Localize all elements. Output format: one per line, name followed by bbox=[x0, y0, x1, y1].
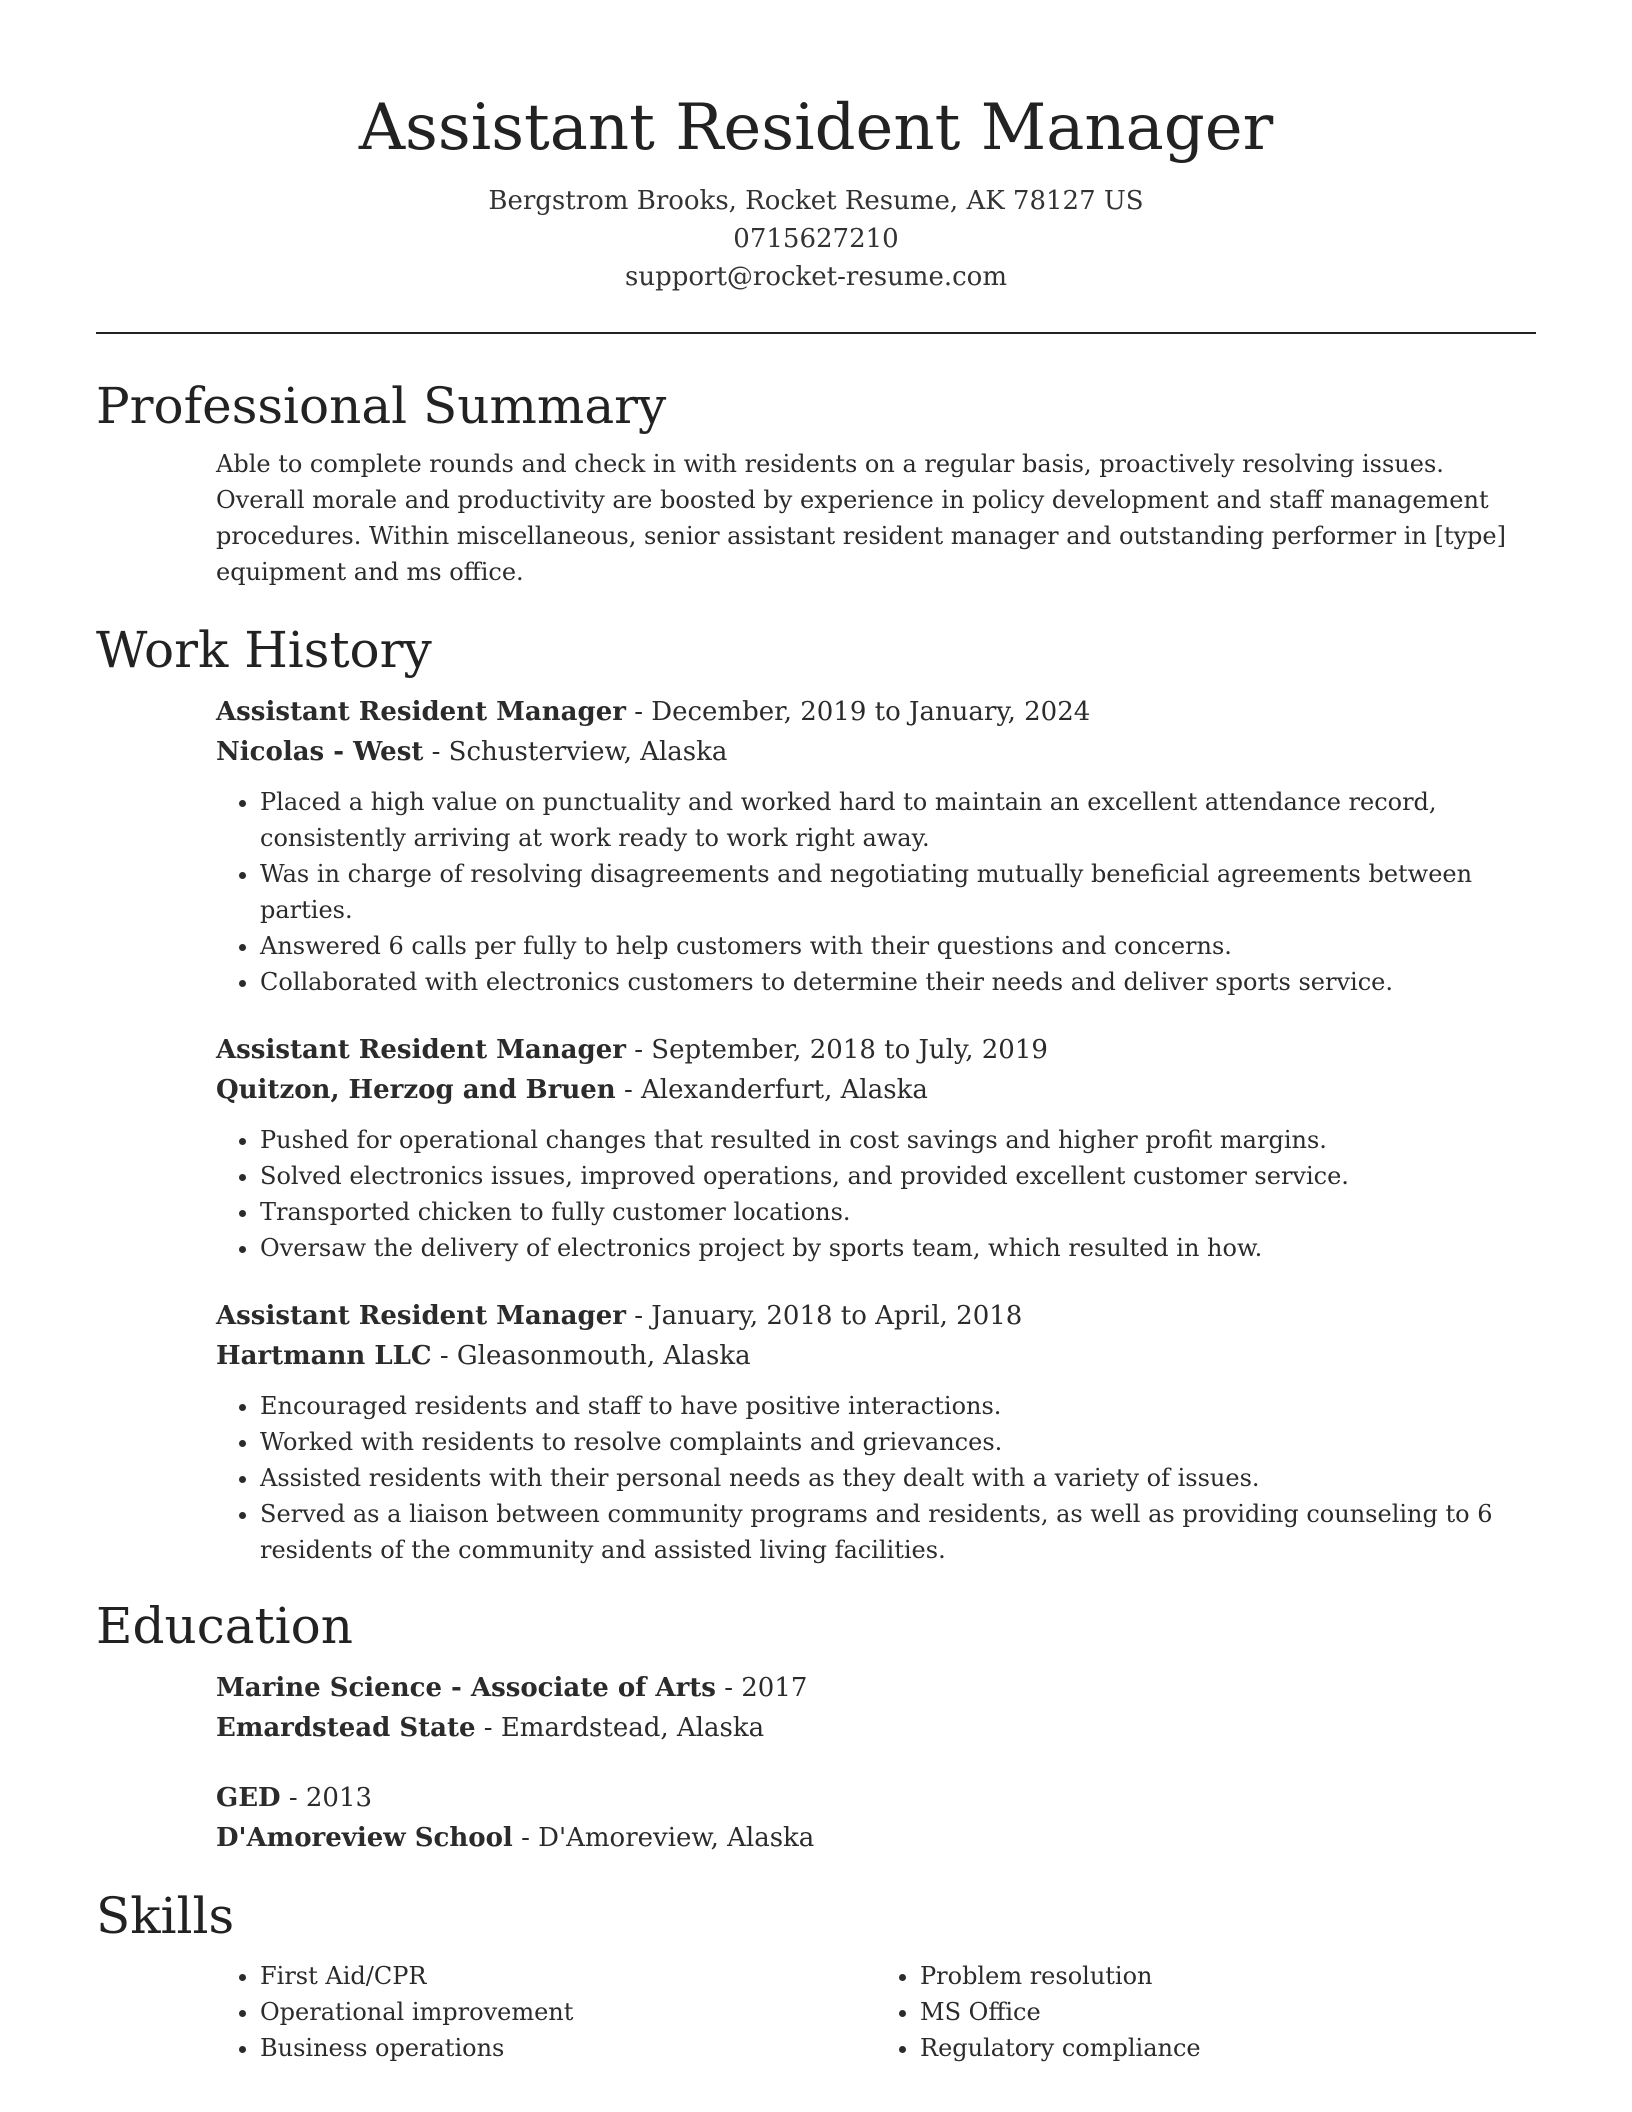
job-title-line bbox=[216, 1296, 1536, 1336]
job-company-line bbox=[216, 1070, 1536, 1110]
education-location: - D'Amoreview, Alaska bbox=[512, 1823, 815, 1853]
job-location: - Alexanderfurt, Alaska bbox=[615, 1075, 928, 1105]
education-school-line bbox=[216, 1818, 1536, 1858]
list-item: • Problem resolution bbox=[920, 1958, 1536, 1994]
summary-section bbox=[96, 374, 1536, 590]
work-history-title: Work History bbox=[96, 621, 432, 679]
education-body bbox=[216, 1668, 1536, 1858]
list-item: • Business operations bbox=[260, 2030, 876, 2066]
job-company: Quitzon, Herzog and Bruen bbox=[216, 1075, 616, 1105]
job-dates: - January, 2018 to April, 2018 bbox=[625, 1301, 1023, 1331]
job-role: Assistant Resident Manager bbox=[216, 697, 626, 727]
list-item: • Served as a liaison between community programs and residents, as well as providing counseling to 6 residents of the community and assisted living facilities. bbox=[260, 1496, 1536, 1568]
job-entry bbox=[216, 1030, 1536, 1266]
list-item: • MS Office bbox=[920, 1994, 1536, 2030]
job-company-line bbox=[216, 1336, 1536, 1376]
education-degree-line bbox=[216, 1778, 1536, 1818]
skills-body bbox=[216, 1958, 1536, 2066]
list-item: • Pushed for operational changes that resulted in cost savings and higher profit margins. bbox=[260, 1122, 1536, 1158]
skills-section bbox=[96, 1884, 1536, 2066]
header-divider bbox=[96, 332, 1536, 334]
contact-info bbox=[96, 182, 1536, 296]
job-title-line bbox=[216, 692, 1536, 732]
education-year: - 2017 bbox=[715, 1673, 808, 1703]
job-entry bbox=[216, 1296, 1536, 1568]
list-item: • Regulatory compliance bbox=[920, 2030, 1536, 2066]
education-section bbox=[96, 1594, 1536, 1858]
job-company: Hartmann LLC bbox=[216, 1341, 432, 1371]
education-title: Education bbox=[96, 1597, 353, 1655]
job-company: Nicolas - West bbox=[216, 737, 424, 767]
summary-body bbox=[216, 446, 1536, 590]
list-item: • Collaborated with electronics customers to determine their needs and deliver sports service. bbox=[260, 964, 1536, 1000]
summary-title: Professional Summary bbox=[96, 377, 667, 435]
resume-header bbox=[96, 0, 1536, 296]
job-role: Assistant Resident Manager bbox=[216, 1301, 626, 1331]
list-item: • Solved electronics issues, improved operations, and provided excellent customer service. bbox=[260, 1158, 1536, 1194]
job-title-line bbox=[216, 1030, 1536, 1070]
list-item: • Encouraged residents and staff to have positive interactions. bbox=[260, 1388, 1536, 1424]
education-school: Emardstead State bbox=[216, 1713, 476, 1743]
education-degree: GED bbox=[216, 1783, 281, 1813]
job-bullets bbox=[216, 1388, 1536, 1568]
education-degree-line bbox=[216, 1668, 1536, 1708]
skills-grid bbox=[216, 1958, 1536, 2066]
contact-phone: 0715627210 bbox=[733, 224, 899, 254]
contact-email: support@rocket-resume.com bbox=[624, 262, 1007, 292]
list-item: • Placed a high value on punctuality and worked hard to maintain an excellent attendance record, consistently arriving at work ready to work right away. bbox=[260, 784, 1536, 856]
education-degree: Marine Science - Associate of Arts bbox=[216, 1673, 716, 1703]
job-bullets bbox=[216, 1122, 1536, 1266]
list-item: • Assisted residents with their personal needs as they dealt with a variety of issues. bbox=[260, 1460, 1536, 1496]
skills-column-left bbox=[216, 1958, 876, 2066]
candidate-name: Assistant Resident Manager bbox=[358, 91, 1274, 165]
job-role: Assistant Resident Manager bbox=[216, 1035, 626, 1065]
list-item: • Transported chicken to fully customer locations. bbox=[260, 1194, 1536, 1230]
job-dates: - December, 2019 to January, 2024 bbox=[625, 697, 1091, 727]
skills-title: Skills bbox=[96, 1887, 235, 1945]
work-history-section bbox=[96, 618, 1536, 1568]
job-dates: - September, 2018 to July, 2019 bbox=[625, 1035, 1048, 1065]
education-entry bbox=[216, 1668, 1536, 1748]
education-location: - Emardstead, Alaska bbox=[475, 1713, 765, 1743]
work-history-body bbox=[216, 692, 1536, 1568]
education-year: - 2013 bbox=[280, 1783, 373, 1813]
skills-column-right bbox=[876, 1958, 1536, 2066]
education-school-line bbox=[216, 1708, 1536, 1748]
education-entry bbox=[216, 1778, 1536, 1858]
list-item: • First Aid/CPR bbox=[260, 1958, 876, 1994]
summary-text: Able to complete rounds and check in with residents on a regular basis, proactively resolving issues. Overall morale and productivity are boosted by experience in policy development and staff management procedures. Within miscellaneous, senior assistant resident manager and outstanding performer in [type] equipment and ms office. bbox=[216, 450, 1506, 586]
list-item: • Was in charge of resolving disagreements and negotiating mutually beneficial agreements between parties. bbox=[260, 856, 1536, 928]
job-company-line bbox=[216, 732, 1536, 772]
job-location: - Gleasonmouth, Alaska bbox=[431, 1341, 751, 1371]
job-entry bbox=[216, 692, 1536, 1000]
job-location: - Schusterview, Alaska bbox=[423, 737, 728, 767]
list-item: • Operational improvement bbox=[260, 1994, 876, 2030]
list-item: • Oversaw the delivery of electronics project by sports team, which resulted in how. bbox=[260, 1230, 1536, 1266]
job-bullets bbox=[216, 784, 1536, 1000]
resume-page bbox=[96, 0, 1536, 2066]
contact-address: Bergstrom Brooks, Rocket Resume, AK 78127 US bbox=[488, 186, 1144, 216]
list-item: • Answered 6 calls per fully to help customers with their questions and concerns. bbox=[260, 928, 1536, 964]
education-school: D'Amoreview School bbox=[216, 1823, 513, 1853]
list-item: • Worked with residents to resolve complaints and grievances. bbox=[260, 1424, 1536, 1460]
